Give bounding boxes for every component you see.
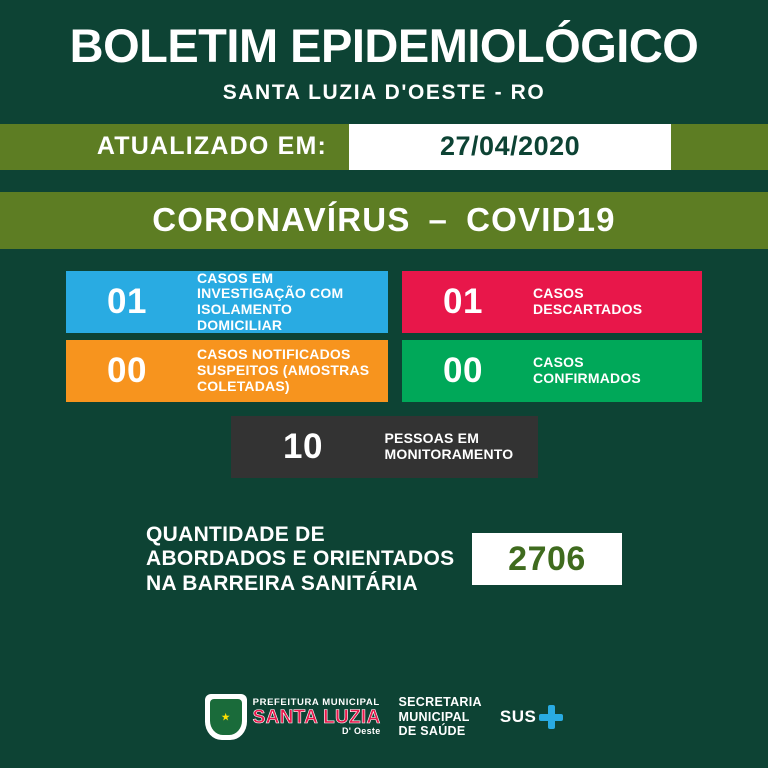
- header: [0, 0, 768, 105]
- stat-label: CASOS DESCARTADOS: [524, 271, 702, 333]
- sanitary-barrier-block: [0, 523, 768, 596]
- prefeitura-logo: [205, 694, 381, 740]
- disease-name-left: CORONAVÍRUS: [152, 201, 411, 239]
- prefeitura-sub-label: D' Oeste: [341, 725, 381, 736]
- stat-label: CASOS NOTIFICADOS SUSPEITOS (AMOSTRAS COLETADAS): [188, 340, 388, 402]
- stat-people-monitored: [231, 416, 538, 478]
- stat-cases-under-investigation: [66, 271, 388, 333]
- stat-label: CASOS EM INVESTIGAÇÃO COM ISOLAMENTO DOMICILIAR: [188, 271, 388, 333]
- sanitary-barrier-value-box: [472, 533, 622, 585]
- stat-value: 01: [402, 271, 524, 333]
- disease-dash: –: [428, 201, 449, 239]
- stats-row-2: [66, 340, 702, 402]
- stats-row-1: [66, 271, 702, 333]
- stat-value: 10: [231, 416, 376, 478]
- stat-cases-discarded: [402, 271, 702, 333]
- coat-of-arms-inner: ★: [210, 699, 242, 735]
- stat-value: 01: [66, 271, 188, 333]
- footer: [0, 694, 768, 740]
- page-subtitle: SANTA LUZIA D'OESTE - RO: [222, 80, 546, 104]
- stat-label: PESSOAS EM MONITORAMENTO: [376, 416, 538, 478]
- medical-cross-icon: [539, 705, 563, 729]
- sus-label: SUS: [499, 707, 537, 726]
- coat-of-arms-icon: [205, 694, 247, 740]
- updated-date: 27/04/2020: [440, 131, 581, 162]
- secretaria-logo: [399, 695, 482, 739]
- updated-label: ATUALIZADO EM:: [96, 132, 328, 161]
- sanitary-barrier-value: 2706: [508, 539, 586, 578]
- stat-value: 00: [402, 340, 524, 402]
- prefeitura-top-label: PREFEITURA MUNICIPAL: [252, 697, 380, 709]
- updated-date-box: [349, 124, 671, 170]
- disease-bar: [0, 192, 768, 249]
- stat-cases-confirmed: [402, 340, 702, 402]
- stat-value: 00: [66, 340, 188, 402]
- disease-title: [152, 201, 615, 239]
- sus-logo: [500, 705, 563, 729]
- secretaria-line-2: MUNICIPAL: [398, 709, 470, 724]
- stat-label: CASOS CONFIRMADOS: [524, 340, 702, 402]
- prefeitura-text: [253, 698, 381, 736]
- updated-bar: [0, 124, 768, 170]
- stats-row-3: [231, 416, 538, 478]
- sanitary-barrier-label: QUANTIDADE DE ABORDADOS E ORIENTADOS NA BARREIRA SANITÁRIA: [146, 522, 455, 595]
- prefeitura-main-label: SANTA LUZIA: [252, 706, 381, 728]
- secretaria-line-1: SECRETARIA: [398, 694, 482, 709]
- secretaria-line-3: DE SAÚDE: [398, 724, 466, 739]
- disease-name-right: COVID19: [466, 201, 616, 239]
- stat-cases-suspected: [66, 340, 388, 402]
- stats-grid: [0, 271, 768, 478]
- page-title: BOLETIM EPIDEMIOLÓGICO: [69, 19, 699, 72]
